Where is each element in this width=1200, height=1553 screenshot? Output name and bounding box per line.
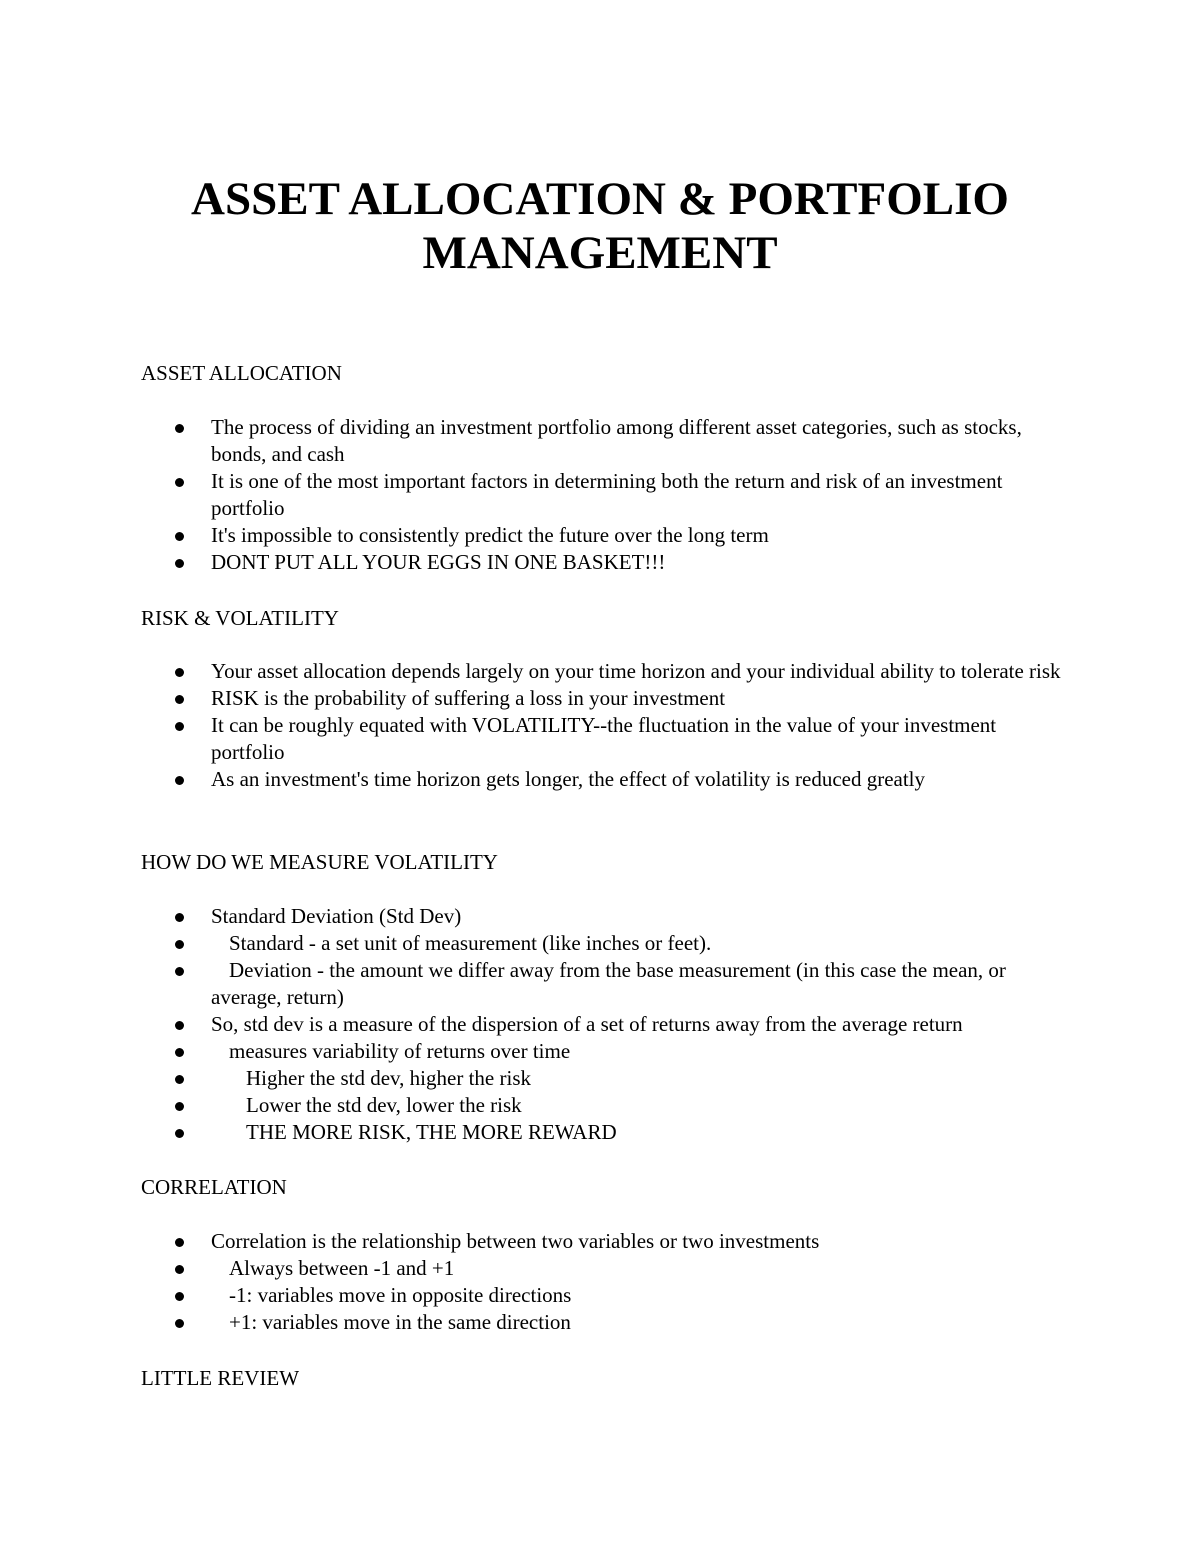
- bullet-icon: [175, 776, 184, 785]
- list-item: Standard - a set unit of measurement (like inches or feet).: [141, 930, 1071, 957]
- bullet-icon: [175, 559, 184, 568]
- list-item: Correlation is the relationship between two variables or two investments: [141, 1228, 1071, 1255]
- list-item: It can be roughly equated with VOLATILITY--the fluctuation in the value of your investment portfolio: [141, 712, 1071, 766]
- list-item: -1: variables move in opposite directions: [141, 1282, 1071, 1309]
- list-item: It is one of the most important factors in determining both the return and risk of an investment portfolio: [141, 468, 1071, 522]
- bullet-icon: [175, 1319, 184, 1328]
- list-item: Your asset allocation depends largely on your time horizon and your individual ability to tolerate risk: [141, 658, 1071, 685]
- list-item: Higher the std dev, higher the risk: [141, 1065, 1071, 1092]
- list-item: It's impossible to consistently predict the future over the long term: [141, 522, 1071, 549]
- list-item: The process of dividing an investment portfolio among different asset categories, such as stocks, bonds, and cash: [141, 414, 1071, 468]
- bullet-icon: [175, 913, 184, 922]
- bullet-icon: [175, 722, 184, 731]
- bullet-icon: [175, 1238, 184, 1247]
- list-item: THE MORE RISK, THE MORE REWARD: [141, 1119, 1071, 1146]
- bullet-icon: [175, 532, 184, 541]
- list-item: So, std dev is a measure of the dispersion of a set of returns away from the average return: [141, 1011, 1071, 1038]
- list-item: Lower the std dev, lower the risk: [141, 1092, 1071, 1119]
- section-heading-risk-volatility: RISK & VOLATILITY: [141, 606, 339, 630]
- bullet-icon: [175, 424, 184, 433]
- bullet-icon: [175, 695, 184, 704]
- bullet-list-asset-allocation: [141, 414, 1071, 576]
- section-heading-little-review: LITTLE REVIEW: [141, 1366, 300, 1390]
- list-item: As an investment's time horizon gets longer, the effect of volatility is reduced greatly: [141, 766, 1071, 793]
- list-item: +1: variables move in the same direction: [141, 1309, 1071, 1336]
- bullet-list-risk-volatility: [141, 658, 1071, 793]
- bullet-icon: [175, 1129, 184, 1138]
- bullet-icon: [175, 967, 184, 976]
- bullet-icon: [175, 1292, 184, 1301]
- title-line-2: MANAGEMENT: [422, 227, 778, 279]
- document-title: [100, 172, 1100, 280]
- list-item: DONT PUT ALL YOUR EGGS IN ONE BASKET!!!: [141, 549, 1071, 576]
- list-item: RISK is the probability of suffering a loss in your investment: [141, 685, 1071, 712]
- bullet-icon: [175, 940, 184, 949]
- list-item: Always between -1 and +1: [141, 1255, 1071, 1282]
- list-item: measures variability of returns over time: [141, 1038, 1071, 1065]
- bullet-icon: [175, 1265, 184, 1274]
- section-heading-correlation: CORRELATION: [141, 1175, 287, 1199]
- bullet-icon: [175, 1048, 184, 1057]
- list-item: Standard Deviation (Std Dev): [141, 903, 1071, 930]
- bullet-icon: [175, 1102, 184, 1111]
- section-heading-measure-volatility: HOW DO WE MEASURE VOLATILITY: [141, 850, 498, 874]
- bullet-list-measure-volatility: [141, 903, 1071, 1146]
- list-item: Deviation - the amount we differ away from the base measurement (in this case the mean, or average, return): [141, 957, 1071, 1011]
- bullet-list-correlation: [141, 1228, 1071, 1336]
- bullet-icon: [175, 478, 184, 487]
- bullet-icon: [175, 668, 184, 677]
- bullet-icon: [175, 1021, 184, 1030]
- title-line-1: ASSET ALLOCATION & PORTFOLIO: [191, 173, 1009, 225]
- section-heading-asset-allocation: ASSET ALLOCATION: [141, 361, 342, 385]
- bullet-icon: [175, 1075, 184, 1084]
